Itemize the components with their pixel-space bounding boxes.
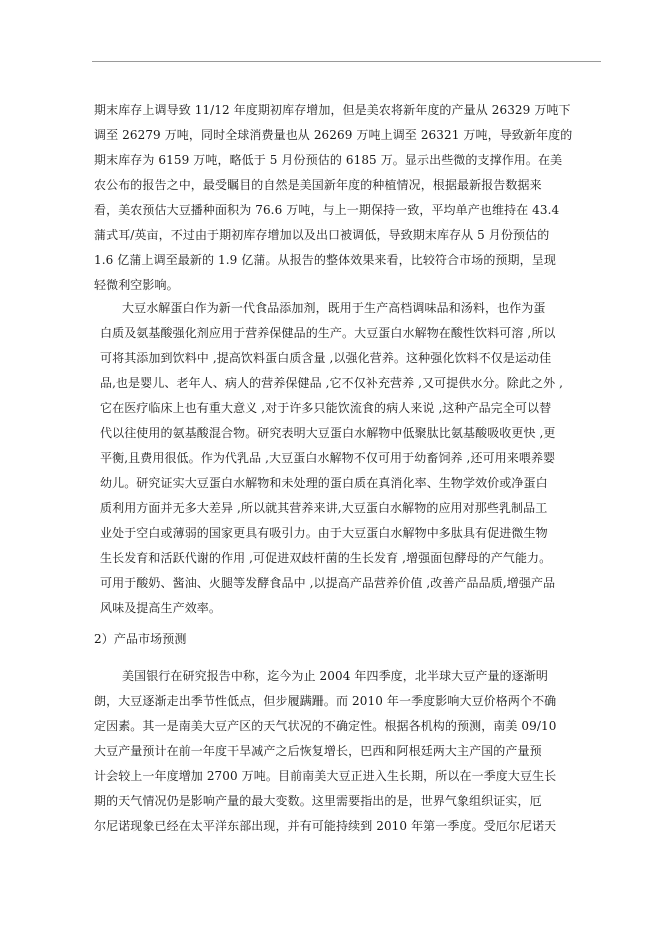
text-line: 期的天气情况仍是影响产量的最大变数。这里需要指出的是，世界气象组织证实，厄 xyxy=(94,794,542,808)
section-heading: 2）产品市场预测 xyxy=(94,632,187,646)
text-line: 大豆水解蛋白作为新一代食品添加剂，既用于生产高档调味品和汤料，也作为蛋 xyxy=(122,301,546,315)
text-line: 可用于酸奶、酱油、火腿等发酵食品中 ,以提高产品营养价值 ,改善产品品质,增强产品 xyxy=(100,576,556,590)
header-rule xyxy=(92,61,601,62)
text-line: 可将其添加到饮料中 ,提高饮料蛋白质含量 ,以强化营养。这种强化饮料不仅是运动佳 xyxy=(100,351,552,365)
text-line: 计会较上一年度增加 2700 万吨。目前南美大豆正进入生长期，所以在一季度大豆生长 xyxy=(94,769,557,783)
text-line: 幼儿。研究证实大豆蛋白水解物和未处理的蛋白质在真消化率、生物学效价或净蛋白 xyxy=(100,476,548,490)
text-line: 轻微利空影响。 xyxy=(94,278,179,292)
text-line: 品,也是婴儿、老年人、病人的营养保健品 ,它不仅补充营养 ,又可提供水分。除此之外 , xyxy=(100,376,564,390)
text-line: 平衡,且费用很低。作为代乳品 ,大豆蛋白水解物不仅可用于幼畜饲养 ,还可用来喂养婴 xyxy=(100,451,556,465)
text-line: 代以往使用的氨基酸混合物。研究表明大豆蛋白水解物中低聚肽比氨基酸吸收更快 ,更 xyxy=(100,426,556,440)
text-line: 蒲式耳/英亩，不过由于期初库存增加以及出口被调低，导致期末库存从 5 月份预估的 xyxy=(94,228,550,242)
text-line: 期末库存为 6159 万吨，略低于 5 月份预估的 6185 万。显示出些微的支撑作用。在美 xyxy=(94,153,563,167)
text-line: 农公布的报告之中，最受瞩目的自然是美国新年度的种植情况，根据最新报告数据来 xyxy=(94,178,542,192)
text-line: 调至 26279 万吨，同时全球消费量也从 26269 万吨上调至 26321 万吨，导致新年度的 xyxy=(94,128,573,142)
text-line: 尔尼诺现象已经在太平洋东部出现，并有可能持续到 2010 年第一季度。受厄尔尼诺天 xyxy=(94,819,557,833)
text-line: 风味及提高生产效率。 xyxy=(100,601,222,615)
text-line: 定因素。其一是南美大豆产区的天气状况的不确定性。根据各机构的预测，南美 09/10 xyxy=(94,719,557,733)
text-line: 朗，大豆逐渐走出季节性低点，但步履蹒跚。而 2010 年一季度影响大豆价格两个不确 xyxy=(94,694,557,708)
text-line: 1.6 亿蒲上调至最新的 1.9 亿蒲。从报告的整体效果来看，比较符合市场的预期，呈现 xyxy=(94,253,556,267)
text-line: 生长发育和活跃代谢的作用 ,可促进双歧杆菌的生长发育 ,增强面包酵母的产气能力。 xyxy=(100,551,552,565)
text-line: 业处于空白或薄弱的国家更具有吸引力。由于大豆蛋白水解物中多肽具有促进微生物 xyxy=(100,526,548,540)
text-line: 大豆产量预计在前一年度干旱减产之后恢复增长，巴西和阿根廷两大主产国的产量预 xyxy=(94,744,542,758)
text-line: 看，美农预估大豆播种面积为 76.6 万吨，与上一期保持一致，平均单产也维持在 43.4 xyxy=(94,203,560,217)
text-line: 美国银行在研究报告中称，迄今为止 2004 年四季度，北半球大豆产量的逐渐明 xyxy=(122,669,548,683)
text-line: 白质及氨基酸强化剂应用于营养保健品的生产。大豆蛋白水解物在酸性饮料可溶 ,所以 xyxy=(100,326,556,340)
text-line: 它在医疗临床上也有重大意义 ,对于许多只能饮流食的病人来说 ,这种产品完全可以替 xyxy=(100,401,552,415)
text-line: 期末库存上调导致 11/12 年度期初库存增加，但是美农将新年度的产量从 26329 万吨下 xyxy=(94,103,571,117)
text-line: 质利用方面并无多大差异 ,所以就其营养来讲,大豆蛋白水解物的应用对那些乳制品工 xyxy=(100,501,548,515)
